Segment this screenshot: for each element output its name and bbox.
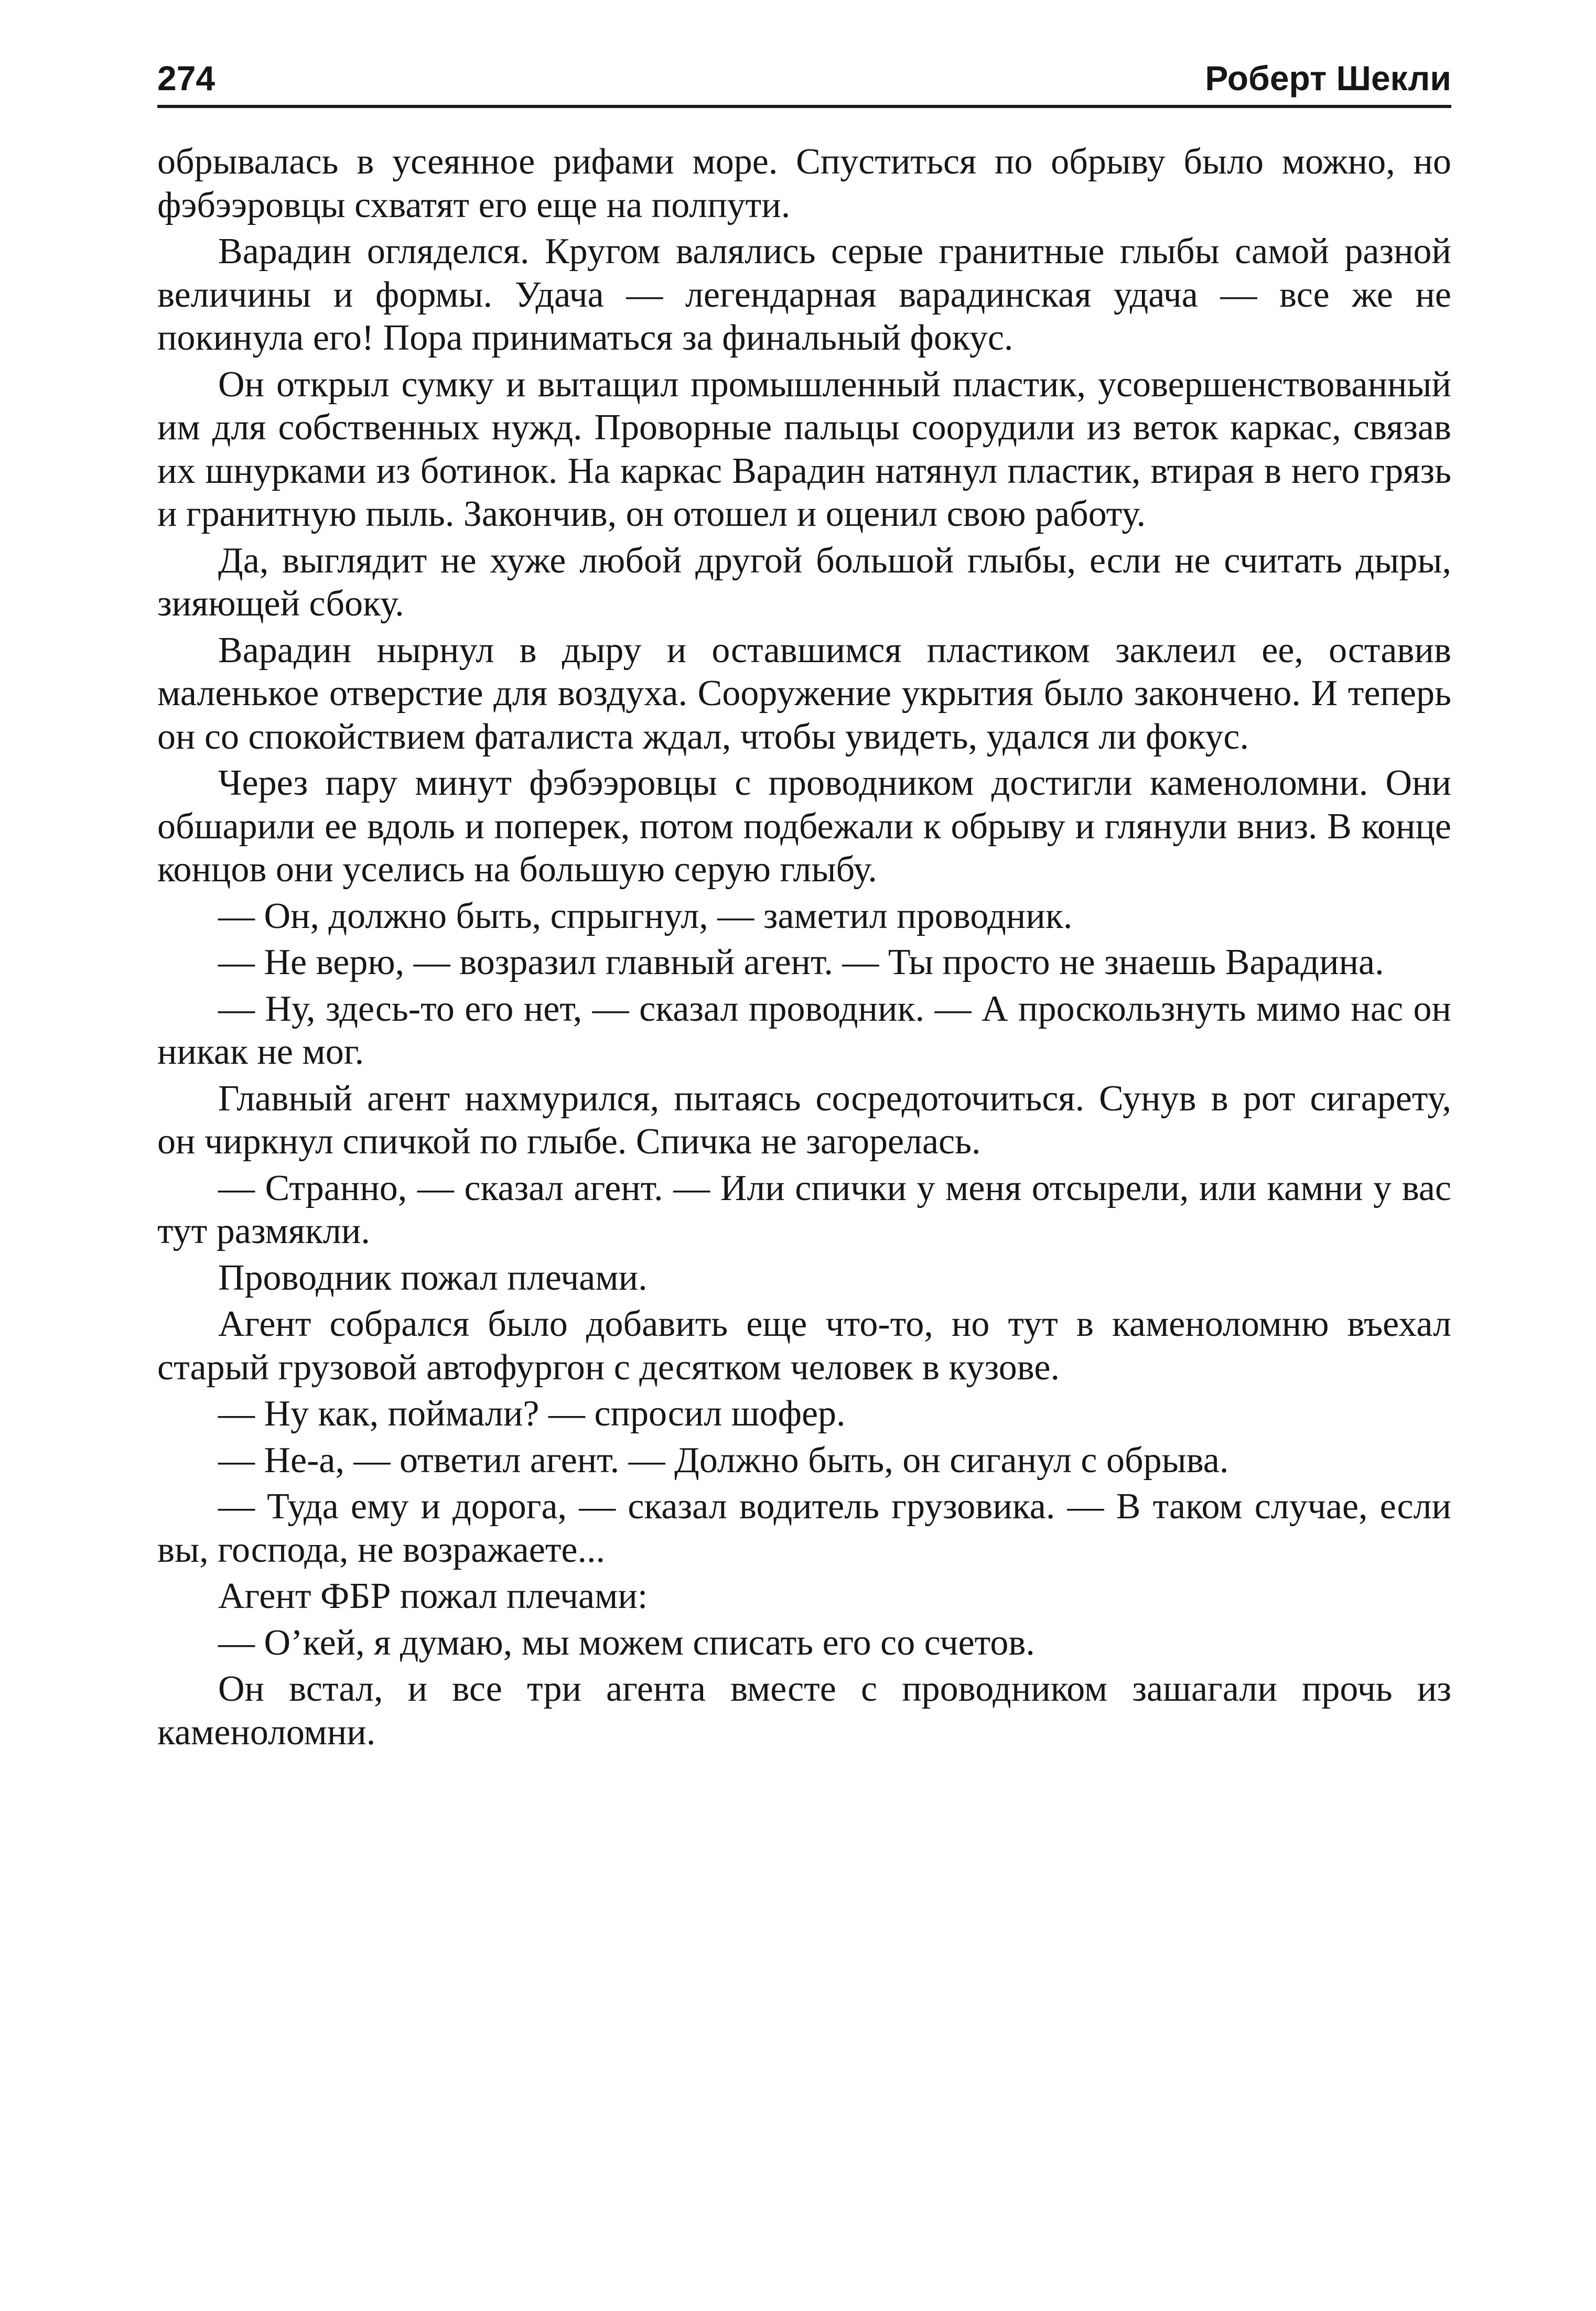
dialogue-line: — Ну как, поймали? — спросил шофер. [218, 1394, 846, 1434]
paragraph: Агент ФБР пожал плечами: [218, 1576, 648, 1616]
dialogue-line: — Не-а, — ответил агент. — Должно быть, он сиганул с обрыва. [218, 1440, 1229, 1481]
dialogue-line: — Странно, — сказал агент. — Или спички у меня отсырели, или камни у вас тут размякли. [157, 1168, 1451, 1251]
page-header [157, 55, 1451, 107]
dialogue-line: — Туда ему и дорога, — сказал водитель грузовика. — В таком случае, если вы, господа, не возражаете... [157, 1486, 1451, 1570]
dialogue-line: — Не верю, — возразил главный агент. — Ты просто не знаешь Варадина. [218, 942, 1384, 982]
running-head-author: Роберт Шекли [1205, 59, 1451, 98]
paragraph: Главный агент нахмурился, пытаясь сосредоточиться. Сунув в рот сигарету, он чиркнул спичкой по глыбе. Спичка не загорелась. [157, 1078, 1451, 1162]
paragraph: Варадин нырнул в дыру и оставшимся пластиком заклеил ее, оставив маленькое отверстие для воздуха. Сооружение укрытия было закончено. И теперь он со спокойствием фаталиста ждал, чтобы увидеть, удался ли фокус. [157, 630, 1451, 757]
dialogue-line: — О’кей, я думаю, мы можем списать его со счетов. [218, 1622, 1035, 1663]
dialogue-line: — Он, должно быть, спрыгнул, — заметил проводник. [218, 895, 1073, 936]
dialogue-line: — Ну, здесь-то его нет, — сказал проводник. — А проскользнуть мимо нас он никак не мог. [157, 988, 1451, 1072]
paragraph: Он встал, и все три агента вместе с проводником зашагали прочь из каменоломни. [157, 1669, 1451, 1753]
paragraph: Через пару минут фэбээровцы с проводником достигли каменоломни. Они обшарили ее вдоль и поперек, потом подбежали к обрыву и глянули вниз. В конце концов они уселись на большую серую глыбу. [157, 763, 1451, 890]
paragraph: обрывалась в усеянное рифами море. Спуститься по обрыву было можно, но фэбээровцы схватят его еще на полпути. [157, 142, 1451, 225]
body-text [157, 141, 1451, 1757]
paragraph: Варадин огляделся. Кругом валялись серые гранитные глыбы самой разной величины и формы. Удача — легендарная варадинская удача — все же не покинула его! Пора приниматься за финальный фокус. [157, 231, 1451, 358]
paragraph: Агент собрался было добавить еще что-то, но тут в каменоломню въехал старый грузовой автофургон с десятком человек в кузове. [157, 1304, 1451, 1388]
header-divider [157, 105, 1451, 108]
paragraph: Он открыл сумку и вытащил промышленный пластик, усовершенствованный им для собственных нужд. Проворные пальцы соорудили из веток каркас, связав их шнурками из ботинок. На каркас Варадин натянул пластик, втирая в него грязь и гранитную пыль. Закончив, он отошел и оценил свою работу. [157, 364, 1451, 534]
page-number: 274 [157, 59, 215, 98]
paragraph: Проводник пожал плечами. [218, 1257, 648, 1298]
paragraph: Да, выглядит не хуже любой другой большой глыбы, если не считать дыры, зияющей сбоку. [157, 540, 1451, 624]
